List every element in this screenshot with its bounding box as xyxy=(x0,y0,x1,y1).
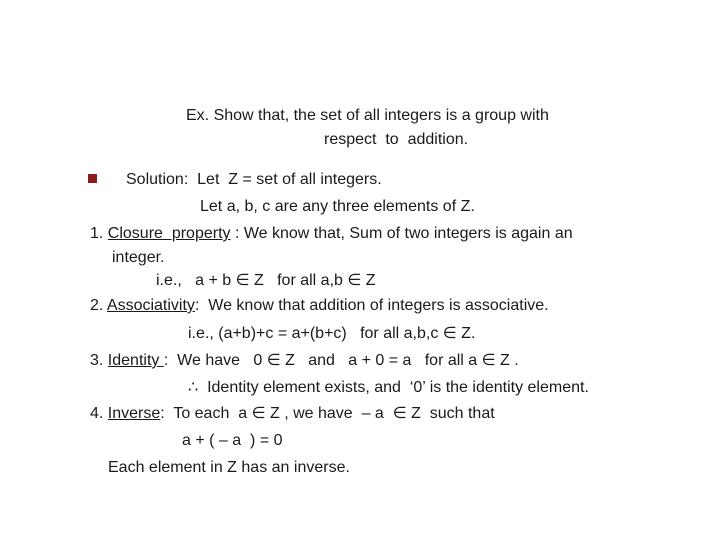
title-line-2: respect to addition. xyxy=(324,131,469,148)
closure-heading: Closure property xyxy=(107,225,231,242)
closure-text: : We know that, Sum of two integers is again an xyxy=(230,225,573,242)
inverse-equation: a + ( – a ) = 0 xyxy=(182,432,283,449)
closure-ie: i.e., a + b ∈ Z for all a,b ∈ Z xyxy=(156,272,376,289)
identity-number: 3. xyxy=(90,352,108,369)
inverse-line xyxy=(90,404,495,424)
associativity-line xyxy=(90,296,549,316)
associativity-heading: Associativity xyxy=(106,297,195,314)
associativity-text: : We know that addition of integers is associative. xyxy=(194,297,549,314)
inverse-text: : To each a ∈ Z , we have – a ∈ Z such that xyxy=(160,405,495,422)
closure-number: 1. xyxy=(90,225,108,242)
conclusion-line: Each element in Z has an inverse. xyxy=(108,459,350,476)
title-line-1: Ex. Show that, the set of all integers is a group with xyxy=(186,107,549,124)
identity-line xyxy=(90,351,519,371)
identity-therefore: ∴ Identity element exists, and ‘0’ is the identity element. xyxy=(188,379,589,396)
inverse-heading: Inverse xyxy=(107,405,161,422)
identity-heading: Identity xyxy=(107,352,164,369)
let-line: Let a, b, c are any three elements of Z. xyxy=(200,198,475,215)
closure-continuation: integer. xyxy=(112,249,165,266)
solution-line: Solution: Let Z = set of all integers. xyxy=(126,171,382,188)
inverse-number: 4. xyxy=(90,405,108,422)
associativity-ie: i.e., (a+b)+c = a+(b+c) for all a,b,c ∈ Z. xyxy=(188,325,476,342)
identity-text: : We have 0 ∈ Z and a + 0 = a for all a ∈ Z . xyxy=(163,352,519,369)
square-bullet-icon xyxy=(88,174,97,183)
associativity-number: 2. xyxy=(90,297,107,314)
closure-line xyxy=(90,224,573,244)
